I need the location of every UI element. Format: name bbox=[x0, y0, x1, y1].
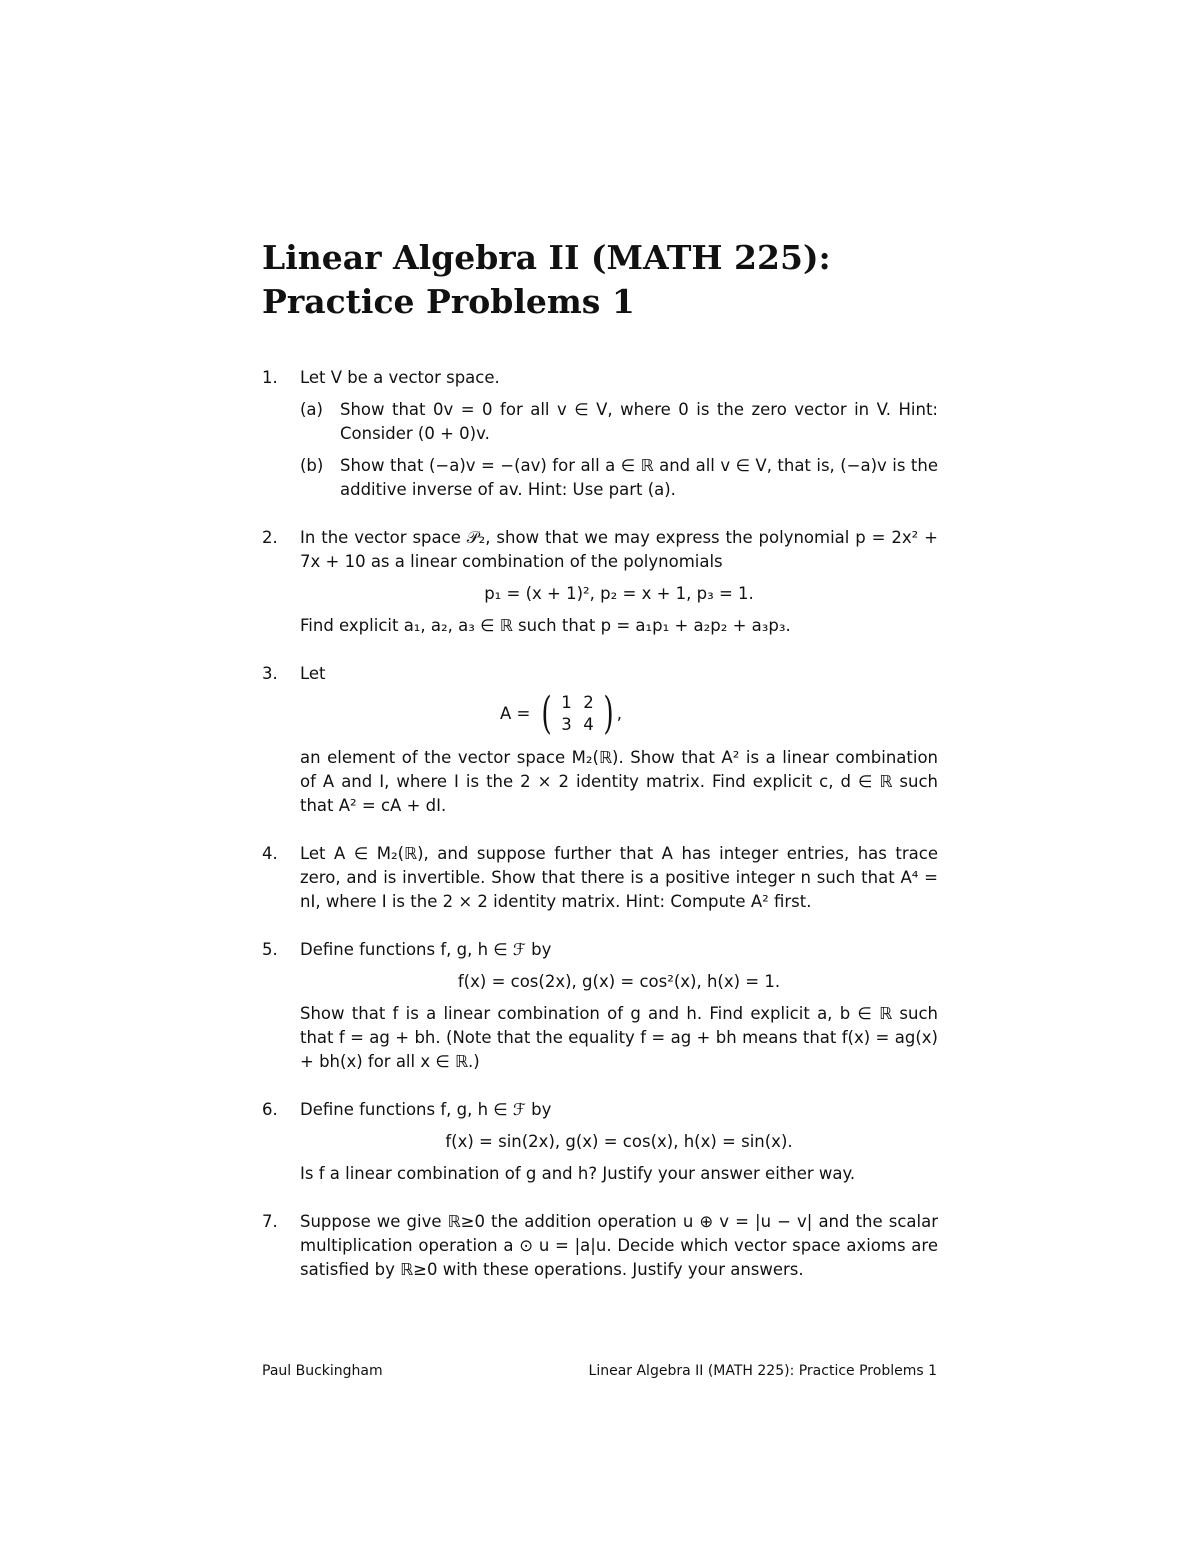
right-paren: ) bbox=[602, 688, 614, 739]
problem-3 bbox=[262, 662, 938, 818]
problem-followup: an element of the vector space M₂(ℝ). Show that A² is a linear combination of A and I, where I is the 2 × 2 identity matrix. Find explicit c, d ∈ ℝ such that A² = cA + dI. bbox=[300, 748, 938, 815]
problem-5 bbox=[262, 938, 938, 1074]
part-text: Show that (−a)v = −(av) for all a ∈ ℝ and all v ∈ V, that is, (−a)v is the additive inverse of av. Hint: Use part (a). bbox=[340, 456, 938, 499]
matrix-display bbox=[300, 690, 938, 740]
problem-number: 2. bbox=[262, 528, 278, 547]
problem-4 bbox=[262, 842, 938, 914]
problem-text: Let V be a vector space. bbox=[300, 368, 500, 387]
problem-number: 5. bbox=[262, 940, 278, 959]
part-label: (a) bbox=[300, 400, 323, 419]
matrix-cell: 4 bbox=[583, 715, 594, 734]
matrix-equation bbox=[500, 690, 622, 738]
problem-6 bbox=[262, 1098, 938, 1186]
problem-part-b bbox=[300, 454, 938, 502]
problem-text: Let bbox=[300, 664, 326, 683]
problem-text: Define functions f, g, h ∈ ℱ by bbox=[300, 940, 552, 959]
footer-author: Paul Buckingham bbox=[262, 1363, 383, 1379]
problem-text: Suppose we give ℝ≥0 the addition operation u ⊕ v = |u − v| and the scalar multiplication operation a ⊙ u = |a|u. Decide which vector space axioms are satisfied by ℝ≥0 with these operations. Justify your answers. bbox=[300, 1212, 938, 1279]
display-equation: p₁ = (x + 1)², p₂ = x + 1, p₃ = 1. bbox=[484, 584, 754, 603]
problem-1 bbox=[262, 366, 938, 502]
problem-followup: Is f a linear combination of g and h? Justify your answer either way. bbox=[300, 1164, 856, 1183]
problem-7 bbox=[262, 1210, 938, 1282]
problem-number: 7. bbox=[262, 1212, 278, 1231]
problem-number: 1. bbox=[262, 368, 278, 387]
display-equation: f(x) = cos(2x), g(x) = cos²(x), h(x) = 1. bbox=[457, 972, 781, 991]
matrix-trailing-comma: , bbox=[616, 704, 622, 723]
matrix-lhs: A = bbox=[500, 704, 531, 723]
matrix-cell: 2 bbox=[583, 693, 594, 712]
problem-text: Define functions f, g, h ∈ ℱ by bbox=[300, 1100, 552, 1119]
footer-title: Linear Algebra II (MATH 225): Practice Problems 1 bbox=[588, 1363, 937, 1379]
matrix-cell: 3 bbox=[561, 715, 572, 734]
problem-text: Let A ∈ M₂(ℝ), and suppose further that A has integer entries, has trace zero, and is invertible. Show that there is a positive integer n such that A⁴ = nI, where I is the 2 × 2 identity matrix. Hint: Compute A² first. bbox=[300, 844, 938, 911]
matrix-grid bbox=[556, 692, 600, 736]
problem-followup: Find explicit a₁, a₂, a₃ ∈ ℝ such that p = a₁p₁ + a₂p₂ + a₃p₃. bbox=[300, 616, 791, 635]
display-equation: f(x) = sin(2x), g(x) = cos(x), h(x) = sin(x). bbox=[445, 1132, 793, 1151]
part-label: (b) bbox=[300, 456, 324, 475]
problem-number: 3. bbox=[262, 664, 278, 683]
matrix-cell: 1 bbox=[561, 693, 572, 712]
problem-list bbox=[262, 366, 938, 1306]
problem-number: 4. bbox=[262, 844, 278, 863]
problem-followup: Show that f is a linear combination of g and h. Find explicit a, b ∈ ℝ such that f = ag + bh. (Note that the equality f = ag + bh means that f(x) = ag(x) + bh(x) for all x ∈ ℝ.) bbox=[300, 1004, 938, 1071]
problem-number: 6. bbox=[262, 1100, 278, 1119]
problem-2 bbox=[262, 526, 938, 638]
problem-part-a bbox=[300, 398, 938, 446]
part-text: Show that 0v = 0 for all v ∈ V, where 0 is the zero vector in V. Hint: Consider (0 + 0)v. bbox=[340, 400, 938, 443]
left-paren: ( bbox=[541, 688, 553, 739]
page-title: Linear Algebra II (MATH 225): Practice Problems 1 bbox=[262, 238, 831, 321]
problem-text: In the vector space 𝒫₂, show that we may express the polynomial p = 2x² + 7x + 10 as a linear combination of the polynomials bbox=[300, 528, 938, 571]
